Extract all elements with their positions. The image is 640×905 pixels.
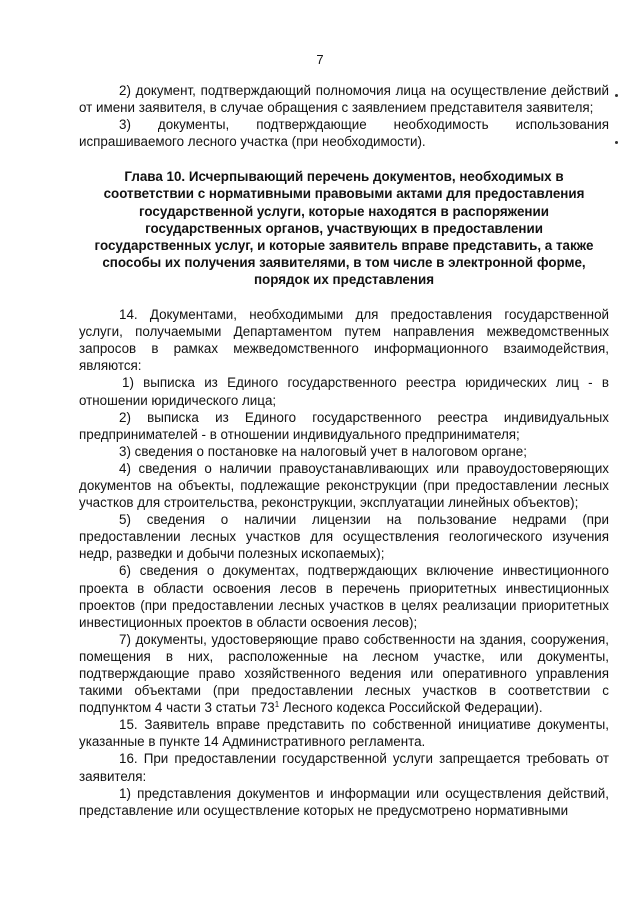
list-item-14-5: 5) сведения о наличии лицензии на пользование недрами (при предоставлении лесных участков для осуществления геологического изучения недр, разведки и добычи полезных ископаемых); <box>79 512 609 562</box>
list-item-14-1: 1) выписка из Единого государственного реестра юридических лиц - в отношении юридического лица; <box>79 375 609 408</box>
list-item-14-7-text: 7) документы, удостоверяющие право собственности на здания, сооружения, помещения в них, расположенные на лесном участке, или документы, подтверждающие право хозяйственного ведения или оперативного управления такими объектами (при предоставлении лесных участков в соответствии с подпунктом 4 части 3 статьи 73 <box>79 631 609 716</box>
list-item-14-4: 4) сведения о наличии правоустанавливающих или правоудостоверяющих документов на объекты, подлежащие реконструкции (при предоставлении лесных участков для строительства, реконструкции, эксплуатации линейных объектов); <box>79 460 609 511</box>
superscript: 1 <box>274 700 280 710</box>
list-item-2: 2) документ, подтверждающий полномочия лица на осуществление действий от имени заявителя, в случае обращения с заявлением представителя заявителя; <box>79 83 609 116</box>
scan-speck <box>615 94 618 97</box>
list-item-3: 3) документы, подтверждающие необходимость использования испрашиваемого лесного участка (при необходимости). <box>79 117 609 150</box>
spacer <box>79 288 609 306</box>
list-item-14-6: 6) сведения о документах, подтверждающих включение инвестиционного проекта в области освоения лесов в перечень приоритетных инвестиционных проектов (при предоставлении лесных участков в целях реализации приоритетных инвестиционных проектов в области освоения лесов); <box>79 563 609 630</box>
list-item-14-3: 3) сведения о постановке на налоговый учет в налоговом органе; <box>119 443 527 459</box>
list-item-16-1: 1) представления документов и информации или осуществления действий, представление или осуществление которых не предусмотрено нормативными <box>79 785 609 818</box>
paragraph-14: 14. Документами, необходимыми для предоставления государственной услуги, получаемыми Департаментом путем направления межведомственных запросов в рамках межведомственного информационного взаимодействия, являются: <box>79 307 609 374</box>
list-item-14-7 <box>79 631 609 716</box>
chapter-heading: Глава 10. Исчерпывающий перечень документов, необходимых в соответствии с нормативными правовыми актами для предоставления государственной услуги, которые находятся в распоряжении государственных органов, участвующих в предоставлении государственных услуг, и которые заявитель вправе представить, а также способы их получения заявителями, в том числе в электронной форме, порядок их представления <box>94 169 594 287</box>
paragraph-16: 16. При предоставлении государственной услуги запрещается требовать от заявителя: <box>79 751 609 784</box>
list-item-14-2: 2) выписка из Единого государственного реестра индивидуальных предпринимателей - в отношении индивидуального предпринимателя; <box>79 409 609 442</box>
list-item-14-7-text-end: Лесного кодекса Российской Федерации). <box>279 700 543 716</box>
spacer <box>79 150 609 168</box>
page-number: 7 <box>316 52 324 67</box>
paragraph-15: 15. Заявитель вправе представить по собственной инициативе документы, указанные в пункте 14 Административного регламента. <box>79 717 609 750</box>
scan-speck <box>615 141 618 144</box>
document-body <box>79 82 609 819</box>
